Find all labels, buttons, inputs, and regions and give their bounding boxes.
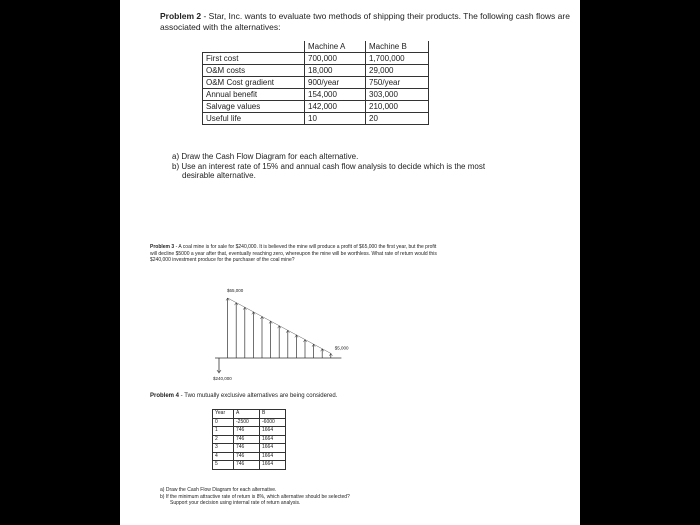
problem-3-cash-flow-diagram [120,0,580,525]
table-cell: A [234,410,260,419]
problem-4-statement [150,393,337,399]
table-row [213,410,286,419]
column-header: Machine B [366,41,429,53]
label-last-profit: $5,000 [334,345,349,351]
table-cell: 746 [234,427,260,436]
table-cell: 29,000 [366,65,429,77]
label-investment: $240,000 [213,376,232,381]
problem-2-question-b-cont: desirable alternative. [182,171,256,180]
problem-3-text: - A coal mine is for sale for $240,000. It is believed the mine will produce a profit of $65,000 the first year, but the profit will decline $5000 a year after that, eventually reaching zero, whereupon the mine will be worthless. What rate of return would this $240,000 investment produce for the purchaser of the coal mine? [150,244,437,263]
table-cell: 1664 [260,435,286,444]
table-cell: 1 [213,427,234,436]
table-cell: O&M costs [203,65,305,77]
table-row [213,427,286,436]
problem-4-label: Problem 4 [150,393,180,399]
table-cell: 1664 [260,461,286,470]
table-cell: 750/year [366,77,429,89]
table-cell: 746 [234,461,260,470]
table-cell: 2 [213,435,234,444]
table-cell: -6000 [260,418,286,427]
column-header: Machine A [305,41,366,53]
problem-4-table [212,409,286,470]
table-cell: 900/year [305,77,366,89]
table-cell: 5 [213,461,234,470]
table-cell: Year [213,410,234,419]
table-cell: 3 [213,444,234,453]
table-cell: 700,000 [305,53,366,65]
table-row [213,452,286,461]
table-cell: Salvage values [203,101,305,113]
table-cell: 746 [234,444,260,453]
problem-2-label: Problem 2 [160,11,202,21]
table-cell: 1,700,000 [366,53,429,65]
table-cell: 20 [366,113,429,125]
table-cell: 4 [213,452,234,461]
table-cell: First cost [203,53,305,65]
table-cell: Annual benefit [203,89,305,101]
table-cell: 1664 [260,452,286,461]
table-cell: 303,000 [366,89,429,101]
table-row [213,444,286,453]
table-cell: 154,000 [305,89,366,101]
problem-2-question-b: b) Use an interest rate of 15% and annual cash flow analysis to decide which is the most [172,161,486,171]
table-row [213,461,286,470]
label-first-profit: $65,000 [227,288,244,293]
problem-4-questions [160,487,460,507]
table-cell: 0 [213,418,234,427]
table-cell: 210,000 [366,101,429,113]
table-cell: 746 [234,452,260,461]
table-cell: 1664 [260,444,286,453]
table-row [213,435,286,444]
table-row [213,418,286,427]
table-cell: 142,000 [305,101,366,113]
problem-4-text: - Two mutually exclusive alternatives are being considered. [179,393,338,399]
document-page [120,0,580,525]
problem-4-question-b: b) If the minimum attractive rate of return is 8%, which alternative should be selected? [160,493,350,500]
table-cell: 10 [305,113,366,125]
table-cell: 18,000 [305,65,366,77]
table-cell: Useful life [203,113,305,125]
problem-4-question-b-cont: Support your decision using internal rate of return analysis. [170,500,301,506]
problem-3-label: Problem 3 [150,244,175,250]
table-cell: O&M Cost gradient [203,77,305,89]
table-cell: 1664 [260,427,286,436]
table-cell: -2500 [234,418,260,427]
problem-4-question-a: a) Draw the Cash Flow Diagram for each alternative. [160,487,277,493]
problem-2-text: - Star, Inc. wants to evaluate two methods of shipping their products. The following cash flows are associated with the alternatives: [160,11,570,32]
problem-2-question-a: a) Draw the Cash Flow Diagram for each alternative. [172,152,359,161]
table-cell: B [260,410,286,419]
table-cell: 746 [234,435,260,444]
